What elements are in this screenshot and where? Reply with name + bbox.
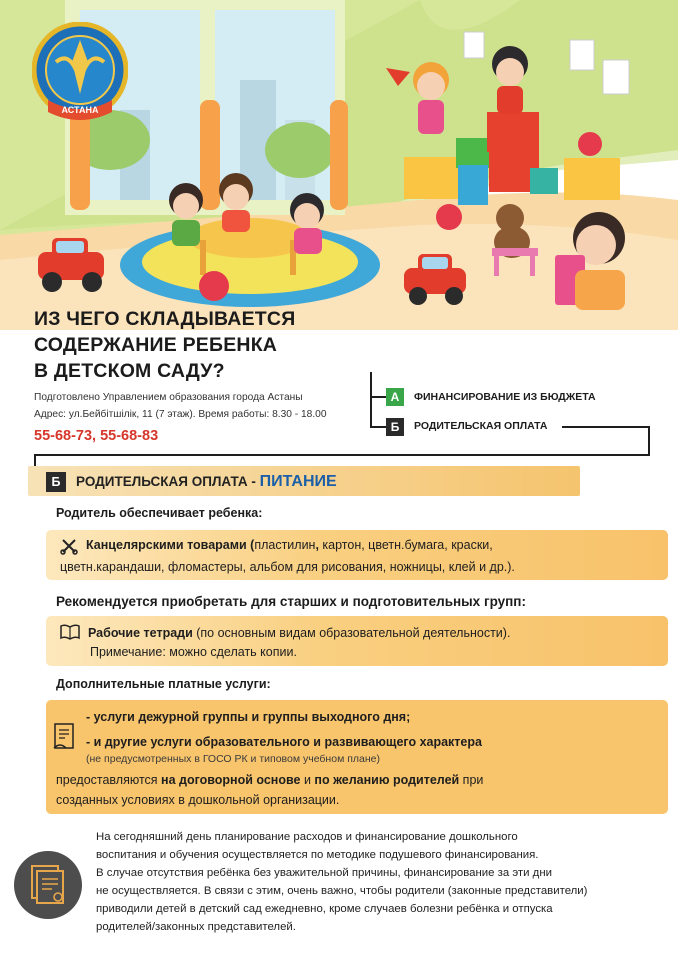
section-badge: Б <box>46 472 66 492</box>
note-line-3: В случае отсутствия ребёнка без уважительной причины, финансирование за эти дни <box>96 867 552 879</box>
badge-a: А <box>386 388 404 406</box>
block3-item2-note: (не предусмотренных в ГОСО РК и типовом учебном плане) <box>86 753 380 765</box>
block3-line4: созданных условиях в дошкольной организации. <box>56 793 340 807</box>
legend-connector-b <box>370 426 386 428</box>
block3-line3 <box>56 773 483 787</box>
connector-across <box>34 454 650 456</box>
note-line-6: родителей/законных представителей. <box>96 921 296 933</box>
title-line-2: СОДЕРЖАНИЕ РЕБЕНКА <box>34 334 278 356</box>
legend-connector-a <box>370 396 386 398</box>
section-title-main: РОДИТЕЛЬСКАЯ ОПЛАТА - <box>76 474 260 489</box>
block1-line2: цветн.карандаши, фломастеры, альбом для рисования, ножницы, клей и др.). <box>60 560 515 574</box>
block2-rest: (по основным видам образовательной деятельности). <box>192 626 511 640</box>
block3-line3-d: по желанию родителей <box>314 773 460 787</box>
block3-line3-c: и <box>300 773 315 787</box>
legend-label-a: ФИНАНСИРОВАНИЕ ИЗ БЮДЖЕТА <box>414 391 596 403</box>
connector-right <box>562 426 650 428</box>
block2-line1 <box>88 626 510 640</box>
legend-label-b: РОДИТЕЛЬСКАЯ ОПЛАТА <box>414 420 548 432</box>
block1-rest2: картон, цветн.бумага, краски, <box>322 538 493 552</box>
block1-heading: Родитель обеспечивает ребенка: <box>56 506 263 520</box>
note-line-2: воспитания и обучения осуществляется по методике подушевого финансирования. <box>96 849 539 861</box>
section-title <box>76 473 337 491</box>
block3-item2: - и другие услуги образовательного и развивающего характера <box>86 735 482 749</box>
note-line-1: На сегодняшний день планирование расходов и финансирование дошкольного <box>96 831 518 843</box>
prepared-by: Подготовлено Управлением образования города Астаны <box>34 392 303 403</box>
note-line-4: не осуществляется. В связи с этим, очень важно, чтобы родители (законные представители) <box>96 885 588 897</box>
title-line-3: В ДЕТСКОМ САДУ? <box>34 360 225 382</box>
astana-emblem-logo <box>32 22 128 126</box>
connector-down <box>648 426 650 456</box>
block1-rest1: пластилин <box>254 538 316 552</box>
block3-line3-e: при <box>459 773 484 787</box>
logo-text: АСТАНА <box>61 105 99 115</box>
document-icon <box>28 864 68 906</box>
block3-item1: - услуги дежурной группы и группы выходного дня; <box>86 710 411 724</box>
block2-heading: Рекомендуется приобретать для старших и подготовительных групп: <box>56 594 526 609</box>
phone-numbers: 55-68-73, 55-68-83 <box>34 428 159 444</box>
scissors-icon <box>60 537 78 555</box>
block3-line3-a: предоставляются <box>56 773 162 787</box>
block1-line1 <box>86 538 493 552</box>
block2-note: Примечание: можно сделать копии. <box>90 645 297 659</box>
badge-b: Б <box>386 418 404 436</box>
contract-icon <box>52 722 78 752</box>
block2-bold: Рабочие тетради <box>88 626 193 640</box>
legend-bracket <box>370 372 372 428</box>
block1-bold: Канцелярскими товарами ( <box>86 538 255 552</box>
section-subtitle: ПИТАНИЕ <box>259 473 337 490</box>
book-icon <box>60 624 80 640</box>
title-line-1: ИЗ ЧЕГО СКЛАДЫВАЕТСЯ <box>34 308 296 330</box>
note-line-5: приводили детей в детский сад ежедневно, кроме случаев болезни ребёнка и отпуска <box>96 903 553 915</box>
address: Адрес: ул.Бейбітшілік, 11 (7 этаж). Время работы: 8.30 - 18.00 <box>34 409 327 420</box>
block3-heading: Дополнительные платные услуги: <box>56 677 271 691</box>
block3-line3-b: на договорной основе <box>161 773 301 787</box>
block1-comma: , <box>315 538 323 552</box>
